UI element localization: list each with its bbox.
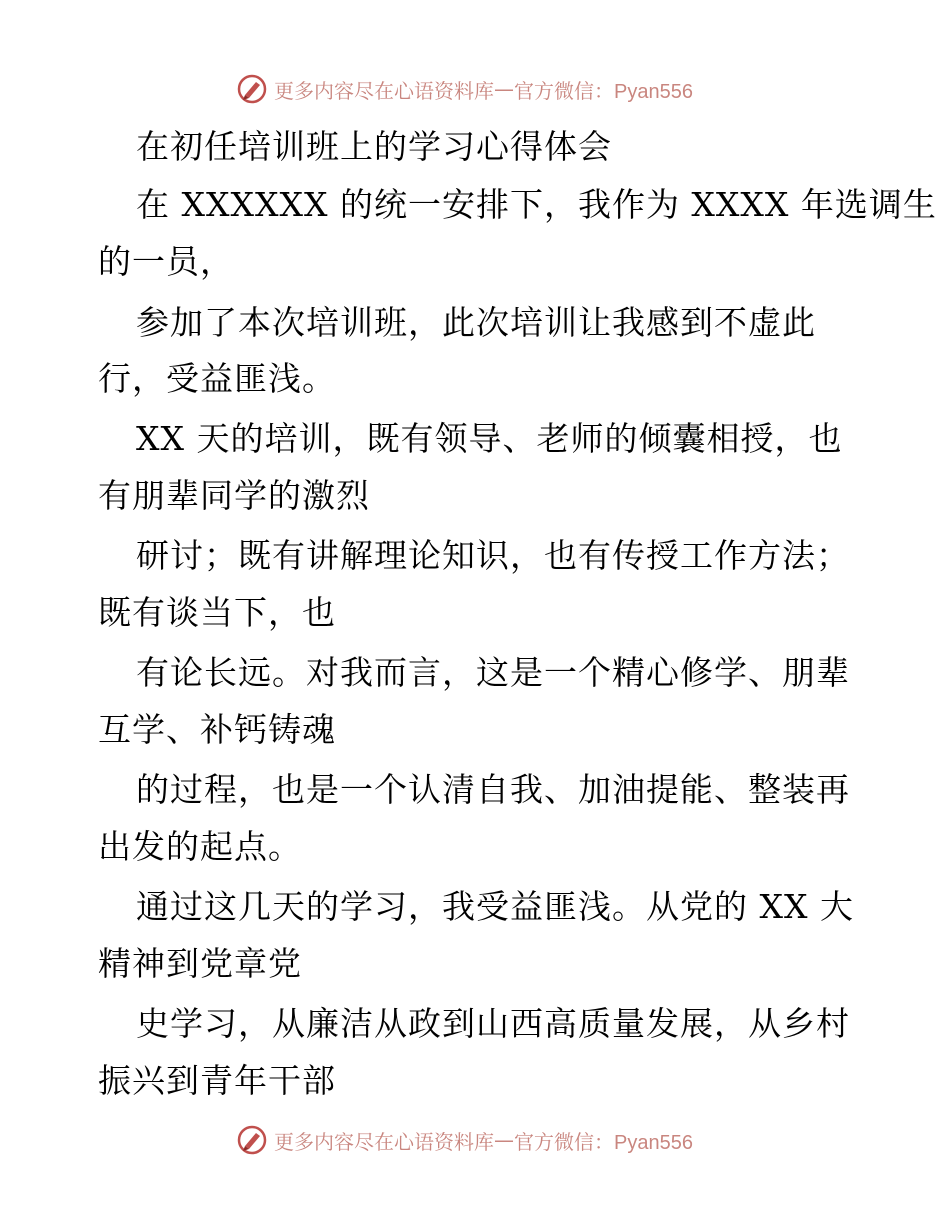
- text-line: 行，受益匪浅。: [98, 359, 336, 398]
- text-line: 互学、补钙铸魂: [98, 710, 336, 749]
- watermark-text: 更多内容尽在心语资料库: [274, 78, 494, 103]
- text-line: XX 天的培训，既有领导、老师的倾囊相授，也: [136, 419, 843, 458]
- text-line: 有朋辈同学的激烈: [98, 476, 370, 515]
- text-line: 精神到党章党: [98, 944, 302, 983]
- text-line: 的过程，也是一个认清自我、加油提能、整装再: [136, 770, 850, 809]
- text-line: 研讨；既有讲解理论知识，也有传授工作方法；: [136, 536, 850, 575]
- text-line: 通过这几天的学习，我受益匪浅。从党的 XX 大: [136, 887, 854, 926]
- pen-logo-icon: [236, 1124, 268, 1156]
- footer-watermark: [236, 1123, 693, 1157]
- watermark-wechat: 官方微信：Pyan556: [514, 1131, 693, 1154]
- text-line: 有论长远。对我而言，这是一个精心修学、朋辈: [136, 653, 850, 692]
- text-line: 史学习，从廉洁从政到山西高质量发展，从乡村: [136, 1004, 850, 1043]
- document-title: 在初任培训班上的学习心得体会: [136, 127, 612, 166]
- text-line: 出发的起点。: [98, 827, 302, 866]
- text-line: 在 XXXXXX 的统一安排下，我作为 XXXX 年选调生: [136, 185, 937, 224]
- text-line: 既有谈当下，也: [98, 593, 336, 632]
- watermark-dash: —: [494, 1128, 514, 1152]
- watermark-text: 更多内容尽在心语资料库: [274, 1129, 494, 1154]
- text-line: 参加了本次培训班，此次培训让我感到不虚此: [136, 303, 816, 342]
- watermark-wechat: 官方微信：Pyan556: [514, 80, 693, 103]
- text-line: 振兴到青年干部: [98, 1061, 336, 1100]
- watermark-dash: —: [494, 77, 514, 101]
- text-line: 的一员，: [98, 242, 234, 281]
